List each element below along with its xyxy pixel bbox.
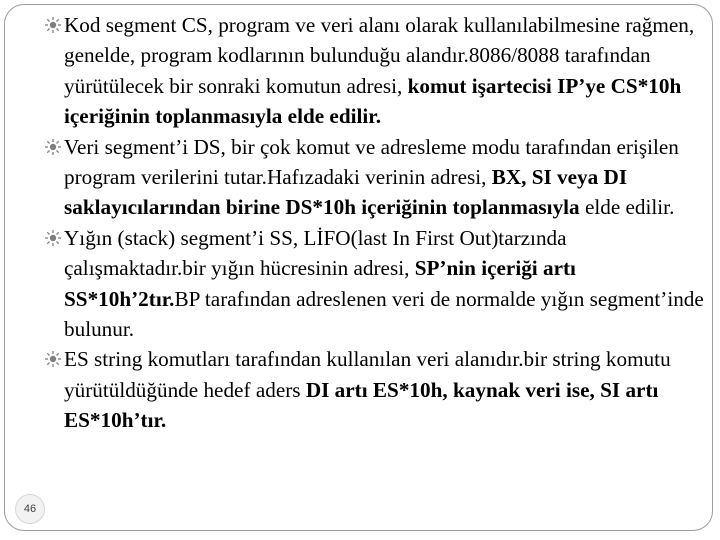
sun-icon <box>42 223 66 253</box>
bullet-text: Yığın (stack) segment’i SS, LİFO(last In First Out)tarzında çalışmaktadır.bir yığın hücresinin adresi, <box>64 225 567 281</box>
bullet-bold-text: komut işartecisi IP’ye CS*10h içeriğinin toplanmasıyla elde edilir. <box>64 73 682 129</box>
bullet-data-segment <box>44 132 706 223</box>
page-number: 46 <box>15 494 45 524</box>
bullet-text: ES string komutları tarafından kullanılan veri alanıdır.bir string komutu yürütüldüğünde hedef aders <box>64 347 671 402</box>
slide-content <box>44 10 706 436</box>
bullet-text-tail: BP tarafından adreslenen veri de normalde yığın segment’inde bulunur. <box>64 286 704 342</box>
sun-icon <box>42 10 66 40</box>
bullet-bold-text: BX, SI veya DI saklayıcılarından birine DS*10h içeriğinin toplanmasıyla <box>64 165 628 220</box>
bullet-bold-text: SP’nin içeriği artı SS*10h’2tır. <box>64 256 576 311</box>
bullet-bold-text: DI artı ES*10h, kaynak veri ise, SI artı ES*10h’tır. <box>64 377 659 433</box>
bullet-extra-segment <box>44 344 706 435</box>
bullet-stack-segment <box>44 223 706 345</box>
sun-icon <box>42 132 66 162</box>
bullet-text-tail: elde edilir. <box>579 195 675 220</box>
bullet-text: Veri segment’i DS, bir çok komut ve adresleme modu tarafından erişilen program verilerini tutar.Hafızadaki verinin adresi, <box>64 134 679 190</box>
bullet-text: Kod segment CS, program ve veri alanı olarak kullanılabilmesine rağmen, genelde, program kodlarının bulunduğu alandır.8086/8088 tarafından yürütülecek bir sonraki komutun adresi, <box>64 13 695 98</box>
bullet-code-segment <box>44 10 706 132</box>
sun-icon <box>42 344 66 374</box>
